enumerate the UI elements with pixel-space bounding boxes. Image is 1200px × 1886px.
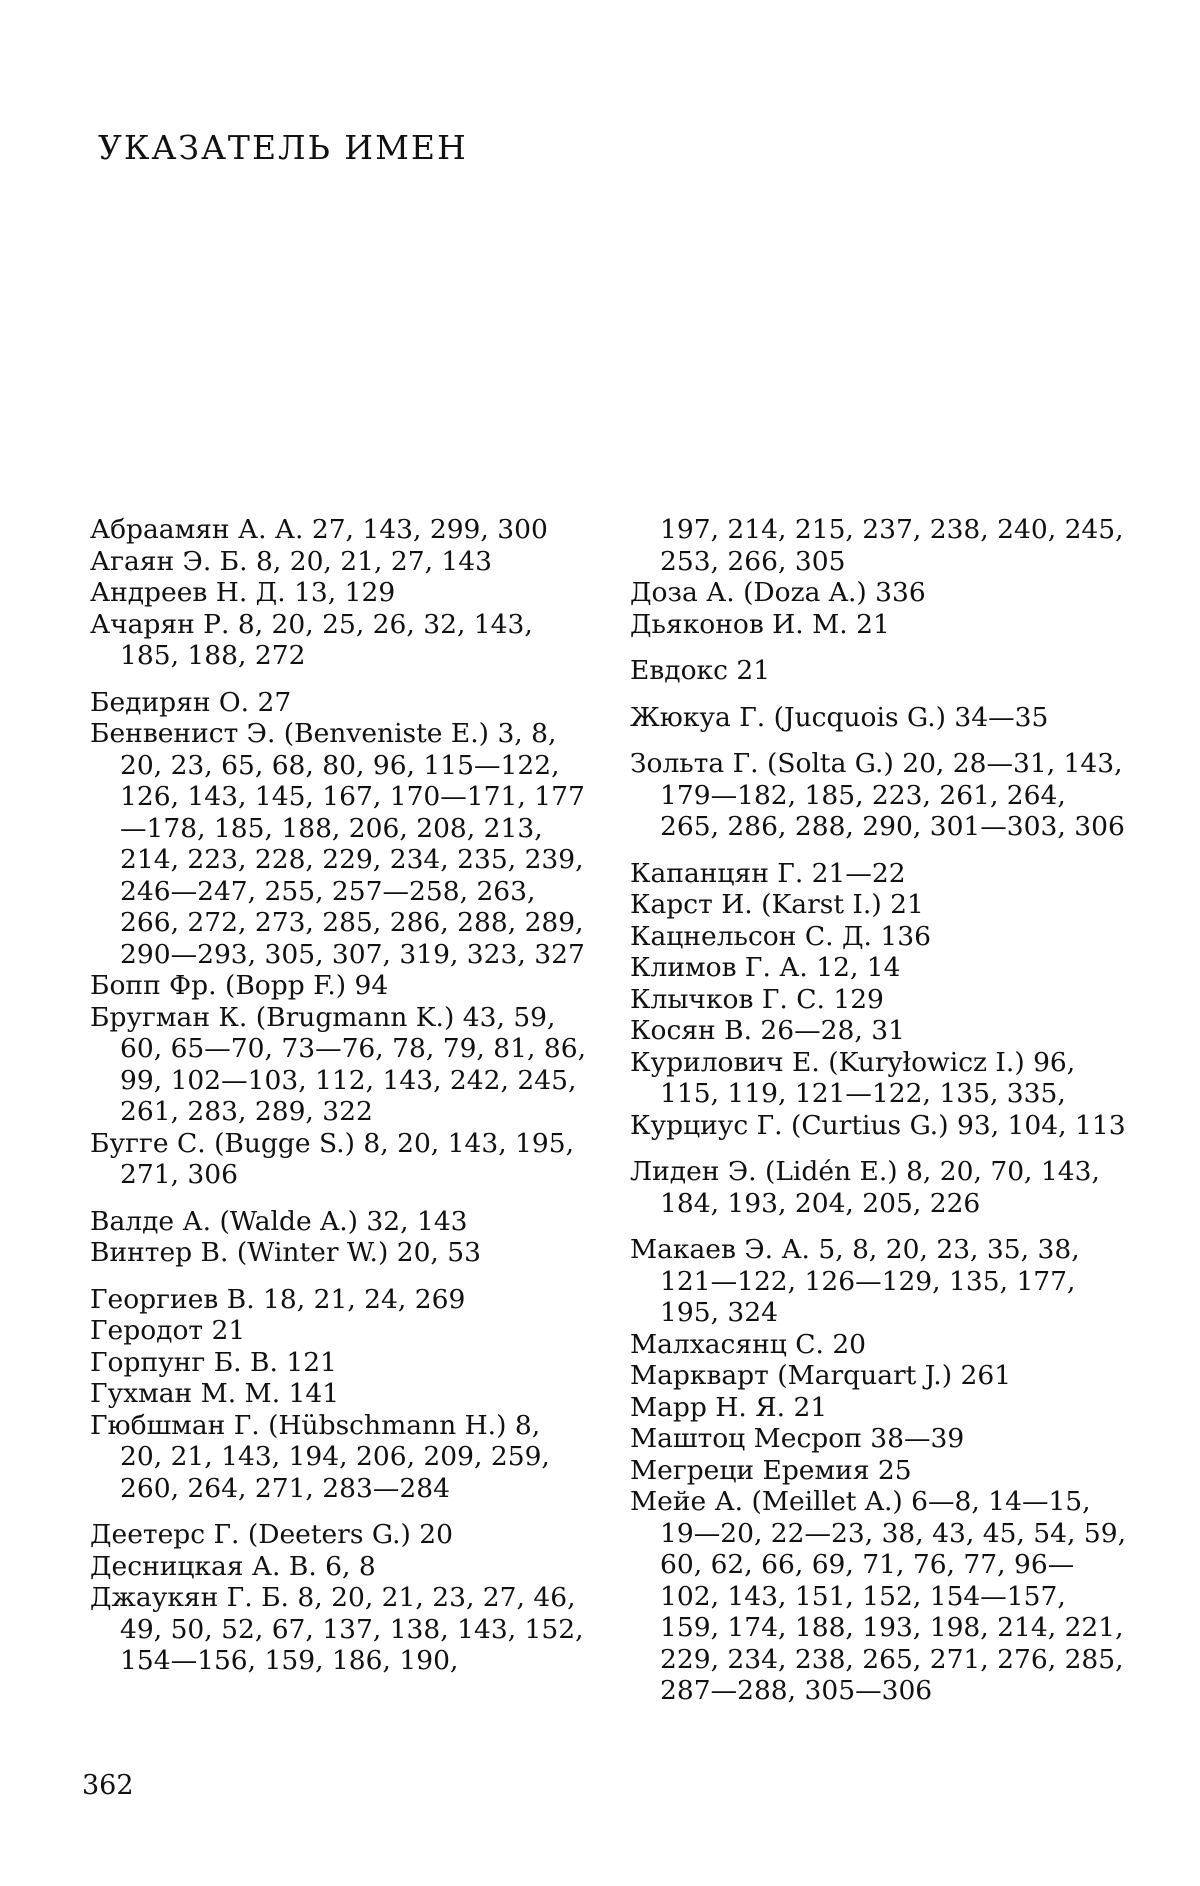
index-entry: Малхасянц С. 20 bbox=[630, 1328, 867, 1360]
index-entry: Георгиев В. 18, 21, 24, 269 bbox=[90, 1283, 466, 1315]
index-entry: Бенвенист Э. (Benveniste E.) 3, 8, 20, 23, 65, 68, 80, 96, 115—122, 126, 143, 145, 167, 170—171, 177—178, 185, 188, 206, 208, 213, 214, 223, 228, 229, 234, 235, 239, 246—247, 255, 257—258, 263, 266, 272, 273, 285, 286, 288, 289, 290—293, 305, 307, 319, 323, 327 bbox=[90, 718, 585, 970]
index-entry: Бругман К. (Brugmann K.) 43, 59, 60, 65—70, 73—76, 78, 79, 81, 86, 99, 102—103, 112, 143, 242, 245, 261, 283, 289, 322 bbox=[90, 1001, 586, 1127]
index-entry: Мейе А. (Meillet A.) 6—8, 14—15, 19—20, 22—23, 38, 43, 45, 54, 59, 60, 62, 66, 69, 71, 76, 77, 96—102, 143, 151, 152, 154—157, 159, 174, 188, 193, 198, 214, 221, 229, 234, 238, 265, 271, 276, 285, 287—288, 305—306 bbox=[630, 1486, 1126, 1706]
index-entry: Деетерс Г. (Deeters G.) 20 bbox=[90, 1519, 453, 1550]
index-entry: 197, 214, 215, 237, 238, 240, 245, 253, 266, 305 bbox=[660, 514, 1124, 577]
index-entry: Гухман М. М. 141 bbox=[90, 1378, 340, 1409]
index-entry: Макаев Э. А. 5, 8, 20, 23, 35, 38, 121—122, 126—129, 135, 177, 195, 324 bbox=[630, 1234, 1080, 1328]
index-entry: Ачарян Р. 8, 20, 25, 26, 32, 143, 185, 188, 272 bbox=[90, 608, 533, 671]
index-entry: Капанцян Г. 21—22 bbox=[630, 857, 906, 889]
index-entry: Марр Н. Я. 21 bbox=[630, 1391, 828, 1423]
index-entry: Кацнельсон С. Д. 136 bbox=[630, 920, 931, 952]
index-entry: Джаукян Г. Б. 8, 20, 21, 23, 27, 46, 49, 50, 52, 67, 137, 138, 143, 152, 154—156, 159, 186, 190, bbox=[90, 1582, 584, 1676]
index-entry: Геродот 21 bbox=[90, 1315, 246, 1346]
index-entry: Бедирян О. 27 bbox=[90, 686, 292, 718]
index-entry: Бугге С. (Bugge S.) 8, 20, 143, 195, 271, 306 bbox=[90, 1127, 575, 1190]
index-entry: Абраамян А. А. 27, 143, 299, 300 bbox=[90, 514, 548, 545]
index-entry: Зольта Г. (Solta G.) 20, 28—31, 143, 179—182, 185, 223, 261, 264, 265, 286, 288, 290, 301—303, 306 bbox=[630, 748, 1125, 842]
index-entry: Карст И. (Karst I.) 21 bbox=[630, 889, 924, 920]
index-column-left bbox=[90, 514, 590, 1677]
page-number: 362 bbox=[82, 1770, 134, 1801]
index-entry: Горпунг Б. В. 121 bbox=[90, 1346, 337, 1378]
index-entry: Климов Г. А. 12, 14 bbox=[630, 952, 901, 983]
index-entry: Валде А. (Walde A.) 32, 143 bbox=[90, 1205, 468, 1237]
index-entry: Андреев Н. Д. 13, 129 bbox=[90, 577, 396, 608]
index-column-right bbox=[630, 514, 1130, 1707]
index-entry: Курилович Е. (Kuryłowicz I.) 96, 115, 119, 121—122, 135, 335, bbox=[630, 1046, 1076, 1109]
index-entry: Гюбшман Г. (Hübschmann H.) 8, 20, 21, 143, 194, 206, 209, 259, 260, 264, 271, 283—284 bbox=[90, 1409, 550, 1504]
index-entry: Клычков Г. С. 129 bbox=[630, 983, 884, 1015]
index-entry: Десницкая А. В. 6, 8 bbox=[90, 1550, 376, 1582]
index-entry: Мегреци Еремия 25 bbox=[630, 1454, 912, 1486]
page-title: УКАЗАТЕЛЬ ИМЕН bbox=[98, 128, 468, 167]
index-entry: Маркварт (Marquart J.) 261 bbox=[630, 1360, 1012, 1391]
index-entry: Жюкуа Г. (Jucquois G.) 34—35 bbox=[630, 701, 1049, 733]
index-entry: Доза А. (Doza A.) 336 bbox=[630, 577, 926, 608]
index-entry: Агаян Э. Б. 8, 20, 21, 27, 143 bbox=[90, 545, 492, 577]
index-entry: Косян В. 26—28, 31 bbox=[630, 1015, 905, 1046]
index-entry: Винтер В. (Winter W.) 20, 53 bbox=[90, 1237, 482, 1268]
index-entry: Маштоц Месроп 38—39 bbox=[630, 1423, 965, 1454]
index-entry: Бопп Фр. (Bopp F.) 94 bbox=[90, 970, 389, 1001]
index-entry: Курциус Г. (Curtius G.) 93, 104, 113 bbox=[630, 1109, 1126, 1141]
index-entry: Дьяконов И. М. 21 bbox=[630, 608, 890, 640]
index-entry: Лиден Э. (Lidén E.) 8, 20, 70, 143, 184, 193, 204, 205, 226 bbox=[630, 1156, 1100, 1219]
index-entry: Евдокс 21 bbox=[630, 655, 771, 686]
